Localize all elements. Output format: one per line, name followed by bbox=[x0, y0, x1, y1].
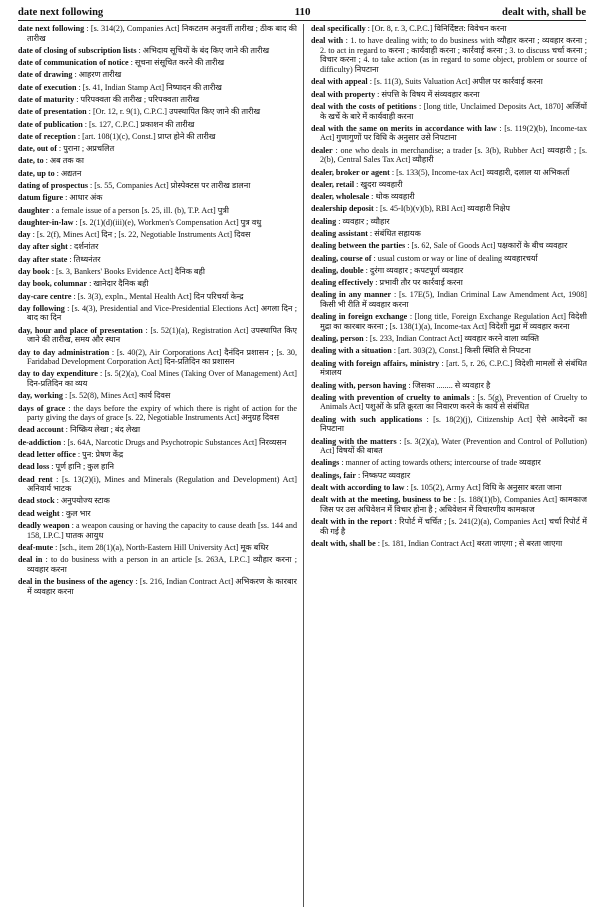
entry-term: dealing, course of bbox=[311, 253, 372, 263]
entry-term: dealt with according to law bbox=[311, 483, 405, 492]
entry-term: date of presentation bbox=[18, 107, 87, 117]
dictionary-entry bbox=[18, 425, 297, 435]
entry-definition: : [Or. 12, r. 9(1), C.P.C.] उपस्थापित किए जाने की तारीख bbox=[86, 107, 261, 117]
dictionary-entry bbox=[18, 391, 297, 401]
entry-term: date, out of bbox=[18, 144, 57, 154]
entry-definition: : जिसका ........ से व्यवहार है bbox=[406, 380, 491, 390]
header-right-guide-word: dealt with, shall be bbox=[501, 7, 586, 18]
entry-term: date of maturity bbox=[18, 95, 75, 104]
dictionary-entry bbox=[311, 217, 587, 227]
entry-term: dealing between the parties bbox=[311, 241, 406, 251]
entry-term: dating of prospectus bbox=[18, 180, 89, 190]
entry-definition: : निष्क्रिय लेखा ; बंद लेखा bbox=[63, 425, 141, 435]
entry-term: date of drawing bbox=[18, 70, 73, 80]
entry-term: dealer, broker or agent bbox=[311, 167, 390, 177]
dictionary-entry bbox=[18, 242, 297, 252]
dictionary-entry bbox=[311, 393, 587, 412]
dictionary-entry bbox=[18, 326, 297, 345]
entry-definition: : [s. 3, Bankers' Books Evidence Act] दैनिक बही bbox=[49, 266, 205, 276]
entry-definition: : [s. 119(2)(b), Income-tax Act] गुणागुणों पर विधि के अनुसार उसे निपटाना bbox=[320, 123, 587, 143]
entry-definition: : परिपक्वता की तारीख ; परिपक्वता तारीख bbox=[74, 95, 200, 104]
entry-definition: : [s. 3(3), expln., Mental Health Act] दिन परिचर्या केन्द्र bbox=[71, 291, 244, 301]
right-column bbox=[311, 24, 587, 907]
entry-term: deal with appeal bbox=[311, 77, 368, 87]
dictionary-entry bbox=[18, 169, 297, 179]
entry-definition: : अद्यतन bbox=[54, 168, 82, 178]
entry-term: dead weight bbox=[18, 508, 60, 518]
dictionary-entry bbox=[311, 381, 587, 391]
running-header bbox=[18, 4, 586, 21]
dictionary-entry bbox=[311, 539, 587, 549]
dictionary-entry bbox=[18, 404, 297, 423]
dictionary-entry bbox=[18, 46, 297, 56]
dictionary-entry bbox=[18, 95, 297, 105]
entry-definition: : [s. 2(f), Mines Act] दिन ; [s. 22, Negotiable Instruments Act] दिवस bbox=[30, 230, 251, 240]
dictionary-entry bbox=[18, 193, 297, 203]
dictionary-entry bbox=[311, 90, 587, 100]
entry-term: date of closing of subscription lists bbox=[18, 45, 137, 55]
dictionary-entry bbox=[311, 290, 587, 309]
dictionary-entry bbox=[311, 359, 587, 378]
entry-definition: : a weapon causing or having the capacity to cause death [ss. 144 and 158, I.P.C.] घातक आयुध bbox=[27, 521, 297, 540]
entry-term: dead rent bbox=[18, 474, 53, 484]
entry-definition: : [s. 105(2), Army Act] विधि के अनुसार बरता जाना bbox=[404, 483, 562, 492]
entry-definition: : अब तक का bbox=[43, 156, 84, 166]
dictionary-entry bbox=[18, 255, 297, 265]
dictionary-entry bbox=[311, 168, 587, 178]
entry-definition: : संपत्ति के विषय में संव्यवहार करना bbox=[375, 89, 480, 99]
entry-definition: : [s. 55, Companies Act] प्रोस्पेक्टस पर तारीख डालना bbox=[88, 180, 251, 190]
entry-definition: : पुन: प्रेषण केंद्र bbox=[75, 450, 124, 459]
dictionary-entry bbox=[18, 70, 297, 80]
entry-term: dealt with in the report bbox=[311, 517, 393, 527]
entry-term: dealing with foreign affairs, ministry bbox=[311, 358, 440, 368]
entry-definition: : [s. 2(1)(d)(iii)(e), Workmen's Compensation Act] पुत्र वधु bbox=[73, 217, 262, 227]
entry-term: date of reception bbox=[18, 131, 76, 141]
page-number: 110 bbox=[294, 6, 311, 18]
left-column bbox=[18, 24, 297, 907]
entry-term: dealing with a situation bbox=[311, 346, 392, 356]
entry-term: day following bbox=[18, 303, 65, 313]
entry-term: dealing, person bbox=[311, 334, 364, 344]
dictionary-entry bbox=[18, 58, 297, 68]
entry-definition: : अभिदाय सूचियों के बंद किए जाने की तारीख bbox=[136, 45, 270, 55]
entry-term: date, to bbox=[18, 156, 44, 166]
entry-term: dead loss bbox=[18, 462, 50, 472]
entry-definition: : [s. 5(g), Prevention of Cruelty to Animals Act] पशुओं के प्रति क्रूरता का निवारण करने के कार्य से संबंधित bbox=[320, 392, 587, 412]
entry-term: date of communication of notice bbox=[18, 58, 129, 68]
entry-term: dealing effectively bbox=[311, 278, 374, 288]
entry-term: dealing in foreign exchange bbox=[311, 312, 408, 322]
entry-term: date of execution bbox=[18, 82, 77, 92]
entry-term: daughter-in-law bbox=[18, 217, 74, 227]
dictionary-entry bbox=[311, 312, 587, 331]
dictionary-entry bbox=[18, 267, 297, 277]
entry-definition: : [art. 108(1)(c), Const.] प्राप्त होने की तारीख bbox=[75, 131, 216, 141]
entry-definition: : [art. 5, r. 26, C.P.C.] विदेशी मामलों से संबंधित मंत्रालय bbox=[320, 358, 587, 378]
dictionary-entry bbox=[311, 495, 587, 514]
dictionary-entry bbox=[18, 107, 297, 117]
entry-definition: : to do business with a person in an article [s. 263A, I.P.C.] व्यौहार करना ; व्यवहार करना bbox=[27, 555, 297, 574]
entry-term: day book bbox=[18, 266, 50, 276]
entry-term: deal with the costs of petitions bbox=[311, 101, 417, 111]
dictionary-entry bbox=[18, 132, 297, 142]
entry-term: dealer, wholesale bbox=[311, 192, 370, 202]
entry-definition: : [s. 314(2), Companies Act] निकटतम अनुवर्ती तारीख ; ठीक बाद की तारीख bbox=[27, 24, 297, 43]
entry-term: dealing with the matters bbox=[311, 436, 397, 446]
entry-term: dealings, fair bbox=[311, 470, 356, 480]
dictionary-entry bbox=[18, 279, 297, 289]
entry-definition: : 1. to have dealing with; to do business with व्यौहार करना ; व्यवहार करना ; 2. to act in regard to करना ; कार्यवाही करना ; कार्रवाई करना ; 3. to discuss चर्चा करना ; विचार करना ; 4. to take action (as in regard to some object, problem or source of difficulty) निपटाना bbox=[320, 36, 587, 75]
dictionary-entry bbox=[18, 206, 297, 216]
entry-definition: : दुरंगा व्यवहार ; कपटपूर्ण व्यवहार bbox=[363, 265, 464, 275]
entry-definition: : usual custom or way or line of dealing व्यवहारचर्या bbox=[371, 253, 538, 263]
entry-definition: : [Or. 8, r. 3, C.P.C.] विनिर्दिष्टत: विवेचन करना bbox=[365, 24, 507, 33]
header-left-guide-word: date next following bbox=[18, 7, 104, 18]
entry-definition: : [s. 181, Indian Contract Act] बरता जाएगा ; से बरता जाएगा bbox=[375, 539, 563, 549]
entry-term: day after state bbox=[18, 254, 68, 264]
dictionary-entry bbox=[18, 348, 297, 367]
entry-term: dead letter office bbox=[18, 450, 76, 459]
column-divider bbox=[303, 24, 304, 907]
entry-term: dealing in any manner bbox=[311, 290, 392, 300]
entry-term: deal with bbox=[311, 36, 344, 46]
entry-definition: : manner of acting towards others; intercourse of trade व्यवहार bbox=[339, 458, 541, 468]
entry-term: day, hour and place of presentation bbox=[18, 325, 143, 335]
dictionary-entry bbox=[311, 483, 587, 493]
entry-term: days of grace bbox=[18, 403, 66, 413]
entry-term: dealing with prevention of cruelty to animals bbox=[311, 392, 470, 402]
entry-definition: : [s. 18(2)(j), Citizenship Act] ऐसे आवेदनों का निपटाना bbox=[320, 414, 587, 434]
dictionary-entry bbox=[18, 292, 297, 302]
dictionary-entry bbox=[311, 241, 587, 251]
entry-term: dealing assistant bbox=[311, 228, 368, 238]
entry-definition: : [s. 233, Indian Contract Act] व्यवहार करने वाला व्यक्ति bbox=[363, 334, 539, 344]
entry-term: date next following bbox=[18, 24, 85, 33]
entry-term: dealership deposit bbox=[311, 204, 374, 214]
entry-term: daughter bbox=[18, 205, 50, 215]
entry-term: deal with the same on merits in accordance with law bbox=[311, 123, 497, 133]
entry-definition: : [s. 127, C.P.C.] प्रकाशन की तारीख bbox=[82, 119, 195, 129]
entry-definition: : दर्शनांतर bbox=[67, 242, 99, 252]
dictionary-entry bbox=[18, 156, 297, 166]
entry-term: day, working bbox=[18, 391, 63, 401]
entry-term: dealing with such applications bbox=[311, 414, 423, 424]
entry-term: dealer bbox=[311, 145, 333, 155]
entry-term: deal specifically bbox=[311, 24, 366, 33]
entry-definition: : प्रभावी तौर पर कार्रवाई करना bbox=[373, 278, 463, 288]
entry-term: de-addiction bbox=[18, 437, 62, 447]
entry-term: day to day expenditure bbox=[18, 369, 98, 379]
dictionary-entry bbox=[18, 24, 297, 43]
entry-definition: : the days before the expiry of which there is right of action for the party giving the days of grace [s. 22, Negotiable Instruments Act] अनुग्रह दिवस bbox=[27, 403, 297, 423]
entry-definition: : [s. 40(2), Air Corporations Act] दैनंदिन प्रशासन ; [s. 30, Faridabad Development Corporation Act] दिन-प्रतिदिन का प्रशासन bbox=[27, 347, 297, 367]
dictionary-entry bbox=[18, 230, 297, 240]
dictionary-entry bbox=[311, 458, 587, 468]
dictionary-entry bbox=[18, 475, 297, 494]
entry-definition: : पूर्ण हानि ; कुल हानि bbox=[49, 462, 115, 472]
entry-term: date, up to bbox=[18, 168, 55, 178]
entry-term: date of publication bbox=[18, 119, 83, 129]
entry-definition: : a female issue of a person [s. 25, ill. (b), T.P. Act] पुत्री bbox=[49, 205, 229, 215]
entry-definition: : कुल भार bbox=[59, 508, 91, 518]
dictionary-entry bbox=[311, 124, 587, 143]
dictionary-entry bbox=[311, 146, 587, 165]
dictionary-entry bbox=[311, 24, 587, 34]
entry-definition: : one who deals in merchandise; a trader [s. 3(b), Rubber Act] व्यवहारी ; [s. 2(b), Central Sales Tax Act] व्यौहारी bbox=[320, 145, 587, 165]
dictionary-entry bbox=[18, 181, 297, 191]
dictionary-entry bbox=[18, 144, 297, 154]
dictionary-entry bbox=[18, 462, 297, 472]
dictionary-entry bbox=[18, 304, 297, 323]
entry-term: dealt with at the meeting, business to be bbox=[311, 495, 452, 505]
entry-definition: : [s. 4(3), Presidential and Vice-Presidential Elections Act] अगला दिन ; बाद का दिन bbox=[27, 303, 297, 323]
dictionary-entry bbox=[311, 254, 587, 264]
entry-definition: : [sch., item 28(1)(a), North-Eastern Hill University Act] मूक बधिर bbox=[53, 542, 269, 552]
entry-term: dealing bbox=[311, 216, 337, 226]
entry-definition: : तिथ्यनंतर bbox=[67, 254, 101, 264]
dictionary-entry bbox=[311, 471, 587, 481]
dictionary-entry bbox=[18, 521, 297, 540]
dictionary-entry bbox=[311, 36, 587, 74]
entry-definition: : व्यवहार ; व्यौहार bbox=[336, 216, 390, 226]
dictionary-entry bbox=[18, 496, 297, 506]
entry-definition: : [long title, Foreign Exchange Regulation Act] विदेशी मुद्रा का कारबार करना ; [s. 138(1)(a), Income-tax Act] विदेशी मुद्रा में व्यवहार करना bbox=[320, 312, 587, 331]
entry-term: day book, columnar bbox=[18, 279, 88, 289]
entry-definition: : [s. 188(1)(b), Companies Act] कामकाज जिस पर उस अधिवेशन में विचार होना है ; अधिवेशन में विचारणीय कामकाज bbox=[320, 495, 587, 514]
entry-definition: : [s. 5(2)(a), Coal Mines (Taking Over of Management) Act] दिन-प्रतिदिन का व्यय bbox=[27, 369, 297, 388]
entry-definition: : अनुपयोज्य स्टाक bbox=[54, 496, 110, 506]
entry-definition: : खुदरा व्यवहारी bbox=[354, 179, 403, 189]
entry-term: day after sight bbox=[18, 242, 68, 252]
dictionary-entry bbox=[18, 83, 297, 93]
dictionary-entry bbox=[18, 577, 297, 596]
entry-definition: : [s. 41, Indian Stamp Act] निष्पादन की तारीख bbox=[76, 82, 222, 92]
entry-definition: : [s. 3(2)(a), Water (Prevention and Control of Pollution) Act] विषयों की बाबत bbox=[320, 436, 587, 456]
entry-definition: : रिपोर्ट में चर्चित ; [s. 241(2)(a), Companies Act] चर्चा रिपोर्ट में की गई है bbox=[320, 517, 587, 536]
entry-definition: : संबंधित सहायक bbox=[367, 228, 421, 238]
dictionary-entry bbox=[18, 543, 297, 553]
entry-term: day-care centre bbox=[18, 291, 72, 301]
entry-term: day to day administration bbox=[18, 347, 110, 357]
entry-definition: : आहरण तारीख bbox=[72, 70, 122, 80]
dictionary-entry bbox=[18, 450, 297, 460]
entry-term: dead account bbox=[18, 425, 64, 435]
entry-term: dealing with, person having bbox=[311, 380, 407, 390]
entry-definition: : निष्कपट व्यवहार bbox=[355, 470, 411, 480]
entry-term: datum figure bbox=[18, 193, 64, 203]
entry-definition: : सूचना संसूचित करने की तारीख bbox=[128, 58, 225, 68]
entry-term: deadly weapon bbox=[18, 521, 70, 530]
dictionary-entry bbox=[18, 509, 297, 519]
entry-definition: : [long title, Unclaimed Deposits Act, 1870] अर्जियों के खर्चे के बारे में कार्यवाही करना bbox=[320, 101, 587, 121]
dictionary-entry bbox=[18, 218, 297, 228]
entry-term: deal in bbox=[18, 555, 43, 565]
dictionary-entry bbox=[311, 180, 587, 190]
entry-term: dealing, double bbox=[311, 265, 364, 275]
entry-term: dealt with, shall be bbox=[311, 539, 376, 549]
dictionary-entry bbox=[311, 77, 587, 87]
dictionary-entry bbox=[311, 266, 587, 276]
dictionary-entry bbox=[311, 346, 587, 356]
entry-definition: : [s. 13(2)(i), Mines and Minerals (Regulation and Development) Act] अनिवार्य भाटक bbox=[27, 474, 297, 494]
dictionary-entry bbox=[311, 415, 587, 434]
entry-definition: : खानेदार दैनिक बही bbox=[87, 279, 149, 289]
dictionary-entry bbox=[311, 204, 587, 214]
entry-definition: : [s. 45-I(b)(v)(b), RBI Act] व्यवहारी निक्षेप bbox=[373, 204, 511, 214]
entry-term: deaf-mute bbox=[18, 542, 54, 552]
entry-definition: : थोक व्यवहारी bbox=[369, 192, 415, 202]
entry-definition: : [s. 11(3), Suits Valuation Act] अपील पर कार्रवाई करना bbox=[367, 77, 543, 87]
dictionary-entry bbox=[311, 192, 587, 202]
entry-definition: : [s. 133(5), Income-tax Act] व्यवहारी, दलाल या अभिकर्ता bbox=[389, 167, 570, 177]
entry-definition: : [s. 216, Indian Contract Act] अभिकरण के कारबार में व्यवहार करना bbox=[27, 577, 297, 596]
entry-term: dealings bbox=[311, 458, 340, 468]
dictionary-entry bbox=[311, 437, 587, 456]
dictionary-entry bbox=[311, 517, 587, 536]
entry-term: deal in the business of the agency bbox=[18, 577, 134, 587]
entry-term: dead stock bbox=[18, 496, 55, 506]
entry-definition: : [s. 17E(5), Indian Criminal Law Amendment Act, 1908] किसी भी रीति में व्यवहार करना bbox=[320, 290, 587, 309]
entry-definition: : [s. 52(8), Mines Act] कार्य दिवस bbox=[62, 391, 171, 401]
dictionary-entry bbox=[18, 555, 297, 574]
entry-definition: : [art. 303(2), Const.] किसी स्थिति से निपटना bbox=[391, 346, 531, 356]
dictionary-entry bbox=[311, 334, 587, 344]
entry-definition: : [s. 64A, Narcotic Drugs and Psychotropic Substances Act] निरव्यसन bbox=[61, 437, 287, 447]
entry-term: dealer, retail bbox=[311, 179, 355, 189]
entry-term: deal with property bbox=[311, 89, 376, 99]
dictionary-entry bbox=[311, 229, 587, 239]
entry-definition: : पुराना ; अप्रचलित bbox=[56, 144, 115, 154]
dictionary-entry bbox=[18, 120, 297, 130]
dictionary-entry bbox=[311, 278, 587, 288]
dictionary-entry bbox=[18, 438, 297, 448]
entry-definition: : [s. 62, Sale of Goods Act] पक्षकारों के बीच व्यवहार bbox=[405, 241, 568, 251]
entry-term: day bbox=[18, 230, 31, 240]
dictionary-entry bbox=[311, 102, 587, 121]
entry-definition: : [s. 52(1)(a), Registration Act] उपस्थापित किए जाने की तारीख, समय और स्थान bbox=[27, 325, 297, 345]
dictionary-entry bbox=[18, 369, 297, 388]
entry-definition: : आधार अंक bbox=[63, 193, 103, 203]
